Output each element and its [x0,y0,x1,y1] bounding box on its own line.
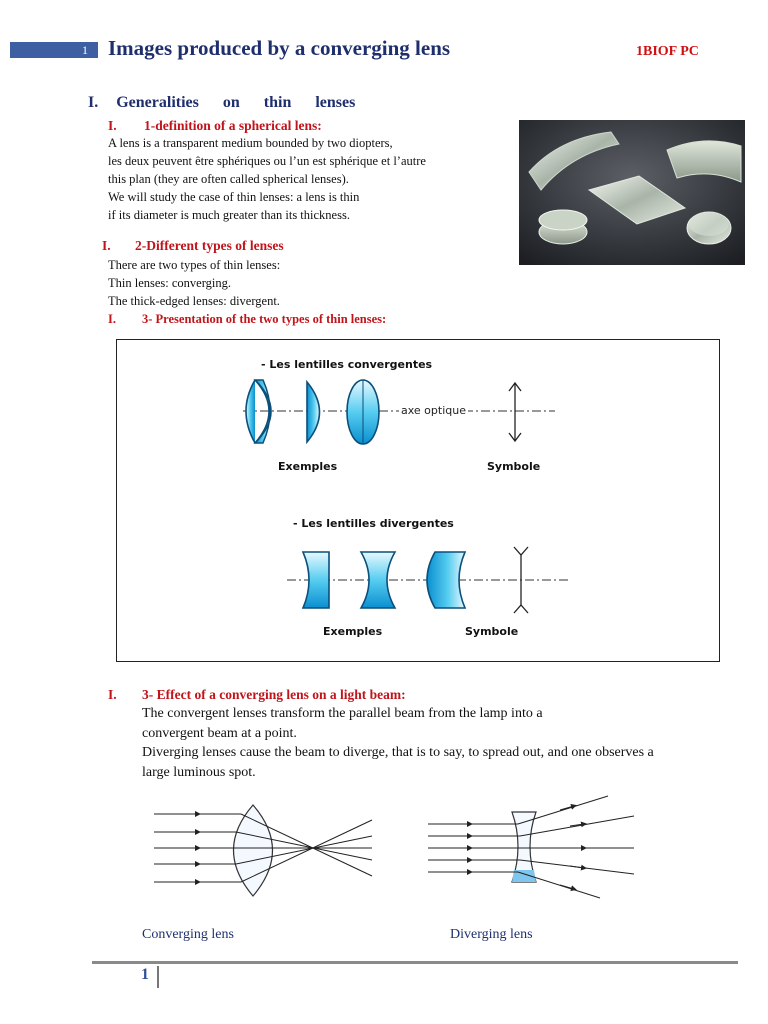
subheading-effect [108,687,406,703]
header-page-label: 1 [82,43,88,57]
subheading-title: 3- Presentation of the two types of thin lenses: [142,312,387,326]
text-line: There are two types of thin lenses: [108,258,281,272]
converging-ray-diagram [154,805,372,896]
text-line: large luminous spot. [142,764,256,780]
text-line: if its diameter is much greater than its thickness. [108,208,350,222]
text-line: We will study the case of thin lenses: a lens is thin [108,190,360,204]
text-line: Thin lenses: converging. [108,276,232,290]
symbol-label: Symbole [487,460,541,473]
page-title: Images produced by a converging lens [108,36,451,60]
footer-rule [92,961,738,964]
footer-divider [157,966,159,988]
ray-diagrams-figure [140,790,660,910]
examples-label: Exemples [278,460,338,473]
section-title: Generalities on thin lenses [116,94,356,111]
text-line: The thick-edged lenses: divergent. [108,294,280,308]
subheading-presentation [108,312,386,327]
section-heading [88,94,355,112]
diverging-lenses-group [287,547,569,613]
text-line: this plan (they are often called spherical lenses). [108,172,349,186]
subheading-numeral: I. [108,118,117,133]
diverging-ray-diagram [428,796,634,898]
lens-types-figure [116,339,720,662]
subheading-numeral: I. [108,312,116,326]
types-paragraph [108,256,280,310]
subheading-title: 2-Different types of lenses [135,238,284,253]
effect-paragraph [142,704,654,782]
text-line: convergent beam at a point. [142,725,297,741]
section-numeral: I. [88,94,99,111]
subheading-title: 3- Effect of a converging lens on a light beam: [142,687,406,702]
text-line: Diverging lenses cause the beam to diverge, that is to say, to spread out, and one observes a [142,745,654,760]
examples-label-2: Exemples [323,625,383,638]
diverging-title: - Les lentilles divergentes [293,517,454,530]
subheading-numeral: I. [102,238,111,253]
footer-page-number: 1 [141,966,149,983]
subheading-title: 1-definition of a spherical lens: [144,118,322,133]
text-line: les deux peuvent être sphériques ou l’un est sphérique et l’autre [108,154,426,168]
diverging-caption: Diverging lens [450,927,533,942]
subheading-types [102,238,284,254]
symbol-label-2: Symbole [465,625,519,638]
optical-axis-label: axe optique [401,404,466,417]
definition-paragraph [108,134,426,224]
subheading-numeral: I. [108,687,117,702]
text-line: A lens is a transparent medium bounded by two diopters, [108,136,393,150]
subheading-definition [108,118,322,134]
text-line: The convergent lenses transform the parallel beam from the lamp into a [142,706,543,721]
converging-title: - Les lentilles convergentes [261,358,433,371]
class-tag: 1BIOF PC [636,44,699,59]
converging-caption: Converging lens [142,927,234,942]
lenses-photo [519,120,745,265]
